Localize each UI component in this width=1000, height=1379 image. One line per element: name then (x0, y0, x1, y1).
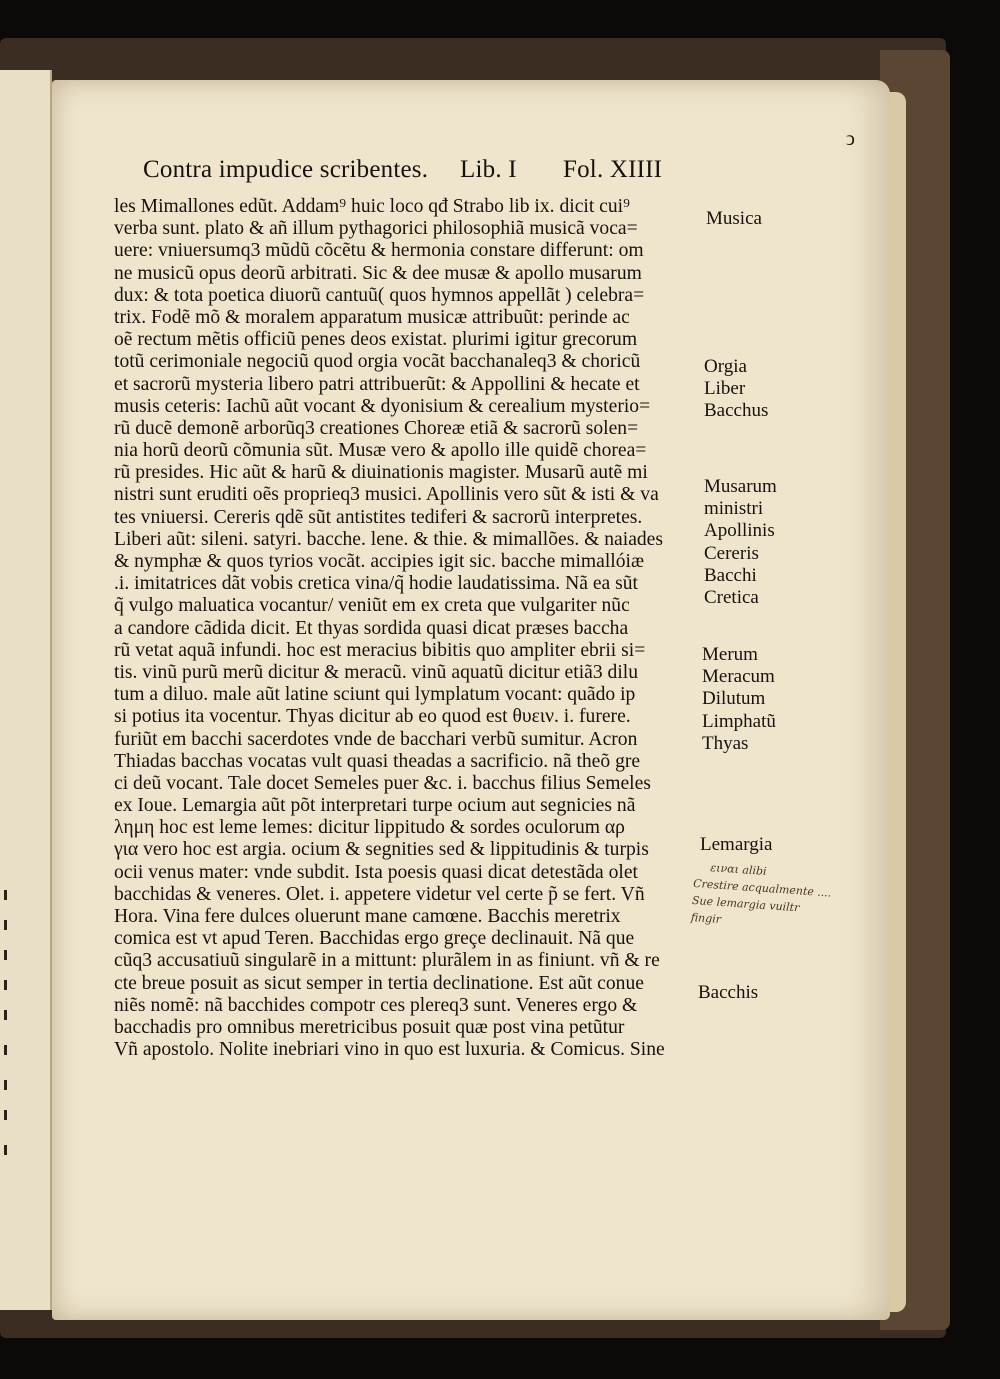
handwritten-annotation (690, 858, 874, 938)
ink-mark (4, 1110, 7, 1120)
margin-note-line: Orgia (704, 356, 747, 377)
text-line: dux: & tota poetica diuorũ cantuũ( quos hymnos appellãt ) celebra= (114, 284, 645, 306)
text-line: nia horũ deorũ cõmunia sũt. Musæ vero & apollo ille quidẽ chorea= (114, 440, 647, 462)
text-line: Vñ apostolo. Nolite inebriari vino in quo est luxuria. & Comicus. Sine (114, 1039, 665, 1061)
text-line: q̃ vulgo maluatica vocantur/ veniũt em ex creta que vulgariter nũc (114, 595, 630, 617)
text-line: ocii venus mater: vnde subdit. Ista poesis quasi dicat detestãda olet (114, 861, 638, 883)
handwritten-line: Crestire acqualmente .... (692, 876, 832, 900)
margin-note-lemargia (700, 834, 772, 856)
text-line: rũ vetat aquã infundi. hoc est meracius bibitis quo ampliter ebrii si= (114, 639, 646, 661)
handwritten-line: Sue lemargia vuiltr (691, 893, 800, 915)
text-line: a candore cãdida dicit. Et thyas sordida quasi dicat præses baccha (114, 617, 629, 639)
margin-note-line: Lemargia (700, 834, 773, 855)
text-line: nistri sunt eruditi oẽs proprieq3 musici. Apollinis vero sũt & isti & va (114, 484, 659, 506)
text-line: tis. vinũ purũ merũ dicitur & meracũ. vinũ aquatũ dicitur etiã3 dilu (114, 661, 639, 683)
margin-note-orgia (704, 356, 768, 423)
text-line: cte breue posuit as sicut semper in tertia declinatione. Est aũt conue (114, 972, 644, 994)
text-line: comica est vt apud Teren. Bacchidas ergo greçe declinauit. Nã que (114, 928, 635, 950)
margin-note-line: Apollinis (704, 520, 775, 542)
text-line: bacchidas & veneres. Olet. i. appetere videtur vel certe p̃ se fert. Vñ (114, 883, 645, 905)
handwritten-line: ειναι alibi (709, 861, 767, 879)
text-line: oẽ rectum mẽtis officiũ penes deos existat. plurimi igitur grecorum (114, 329, 638, 351)
corner-mark: ↄ (846, 128, 855, 150)
ink-mark (4, 1010, 7, 1020)
margin-note-merum (702, 644, 776, 755)
text-line: rũ ducẽ demonẽ arborũq3 creationes Choreæ etiã & sacrorũ solen= (114, 417, 639, 439)
text-line: musis ceteris: Iachũ aũt vocant & dyonisium & cerealium mysterio= (114, 395, 651, 417)
ink-mark (4, 1080, 7, 1090)
text-line: trix. Fodẽ mõ & moralem apparatum musicæ attribuũt: perinde ac (114, 306, 630, 328)
text-line: rũ presides. Hic aũt & harũ & diuinationis magister. Musarũ autẽ mi (114, 462, 648, 484)
margin-note-line: ministri (704, 498, 764, 520)
margin-note-line: Limphatũ (702, 710, 776, 732)
text-line: uere: vniuersumq3 mũdũ cõcẽtu & hermonia constare differunt: om (114, 240, 644, 262)
text-line: ci deũ vocant. Tale docet Semeles puer &c. i. bacchus filius Semeles (114, 772, 651, 794)
ink-mark (4, 920, 7, 930)
margin-note-line: Cretica (704, 587, 759, 609)
text-line: et sacrorũ mysteria libero patri attribuerũt: & Appollini & hecate et (114, 373, 640, 395)
ink-mark (4, 1145, 7, 1155)
header-folio: Fol. XIIII (563, 156, 663, 183)
text-line: bacchadis pro omnibus meretricibus posuit quæ post vina petũtur (114, 1016, 625, 1038)
text-line: cũq3 accusatiuũ singularẽ in a mittunt: plurãlem in as finiunt. vñ & re (114, 950, 660, 972)
margin-note-musarum (704, 476, 777, 609)
text-line: tum a diluo. male aũt latine sciunt qui lymplatum vocant: quãdo ip (114, 684, 636, 706)
margin-note-line: Thyas (702, 732, 749, 754)
text-line: & nymphæ & quos tyrios vocãt. accipies igit sic. bacche mimallóiæ (114, 551, 645, 572)
margin-note-line: Bacchis (698, 982, 759, 1003)
text-line: tes vniuersi. Cereris qdẽ sũt antistites tediferi & sacrorũ interpretes. (114, 506, 643, 528)
text-line: verba sunt. plato & añ illum pythagorici philosophiã musicã voca= (114, 218, 638, 240)
text-line: .i. imitatrices dãt vobis cretica vina/q̃ hodie laudatissima. Nã ea sũt (114, 573, 638, 595)
previous-leaf (0, 70, 52, 1310)
margin-note-line: Dilutum (702, 688, 766, 710)
text-line: Hora. Vina fere dulces oluerunt mane camœne. Bacchis meretrix (114, 906, 621, 927)
main-text-block (114, 196, 704, 1061)
running-header (143, 156, 703, 188)
margin-note-line: Musica (706, 208, 762, 229)
text-line: les Mimallones edũt. Addam⁹ huic loco qđ Strabo lib ix. dicit cui⁹ (114, 196, 630, 217)
text-line: totũ cerimoniale negociũ quod orgia vocãt bacchanaleq3 & choricũ (114, 351, 641, 373)
margin-note-line: Liber (704, 378, 746, 400)
ink-mark (4, 890, 7, 900)
ink-mark (4, 980, 7, 990)
text-line: si potius ita vocentur. Thyas dicitur ab eo quod est θυειν. i. furere. (114, 706, 631, 728)
margin-note-bacchis (698, 982, 758, 1004)
text-line: Liberi aũt: sileni. satyri. bacche. lene. & thie. & mimallões. & naiades (114, 528, 664, 550)
margin-note-line: Bacchus (704, 400, 769, 422)
margin-note-line: Meracum (702, 666, 775, 688)
text-line: niẽs nomẽ: nã bacchides compotr ces plereq3 sunt. Veneres ergo & (114, 994, 638, 1016)
handwritten-line: fingir (690, 910, 722, 926)
ink-mark (4, 1045, 7, 1055)
margin-note-line: Cereris (704, 542, 759, 564)
header-title: Contra impudice scribentes. (143, 156, 429, 183)
text-line: λημη hoc est leme lemes: dicitur lippitudo & sordes oculorum αρ (114, 817, 625, 839)
text-line: για vero hoc est argia. ocium & segnities sed & lippitudinis & turpis (114, 839, 649, 861)
margin-note-musica (706, 208, 762, 230)
text-line: ne musicũ opus deorũ arbitrati. Sic & dee musæ & apollo musarum (114, 262, 642, 284)
text-line: ex Ioue. Lemargia aũt põt interpretari turpe ocium aut segnicies nã (114, 795, 636, 817)
margin-note-line: Bacchi (704, 564, 757, 586)
text-line: furiũt em bacchi sacerdotes vnde de bacchari verbũ sumitur. Acron (114, 728, 638, 750)
margin-note-line: Musarum (704, 476, 777, 497)
margin-note-line: Merum (702, 644, 758, 665)
text-line: Thiadas bacchas vocatas vult quasi theadas a sacrificio. nã theõ gre (114, 750, 641, 772)
ink-mark (4, 950, 7, 960)
header-book: Lib. I (460, 156, 517, 183)
